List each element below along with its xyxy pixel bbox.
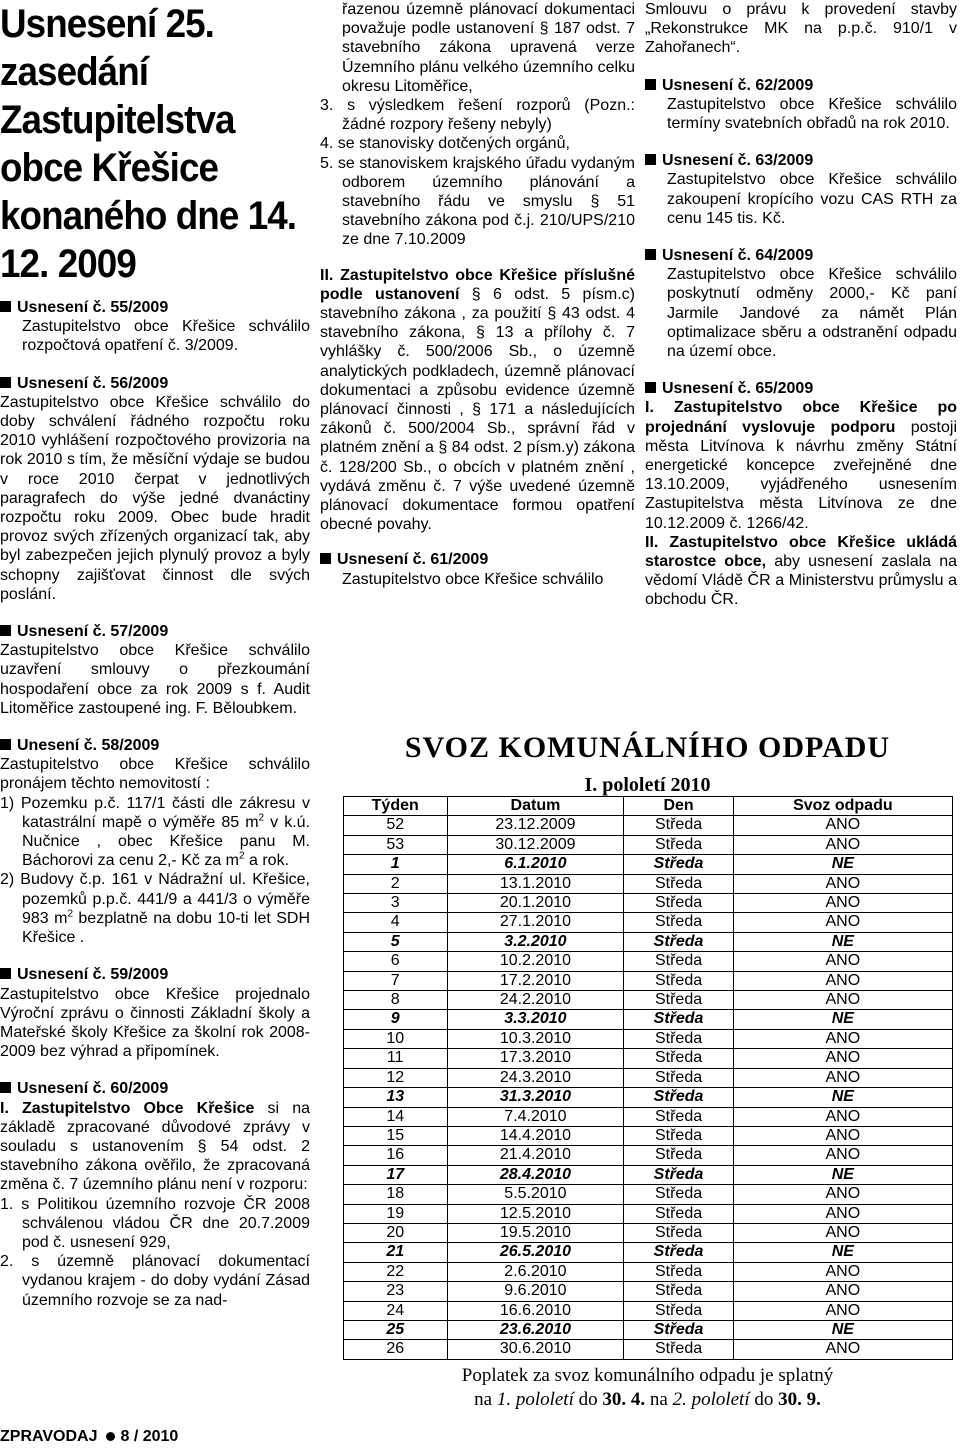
resolution-61 [320, 550, 635, 588]
table-cell: 27.1.2010 [447, 913, 623, 932]
bullet-square-icon [0, 625, 11, 636]
table-cell: 17.3.2010 [447, 1049, 623, 1068]
table-cell: 9 [343, 1010, 447, 1029]
table-cell: ANO [734, 1204, 952, 1223]
resolution-text: Zastupitelstvo obce Křešice schválilo do doby schválení řádného rozpočtu roku 2010 vyhlášení rozpočtového provizoria na rok 2010 s tím, že měsíční výdaje se budou v roce 2010 čerpat v jednotlivých paragrafech do výše jedné dvanáctiny rozpočtu roku 2009. Obec bude hradit provoz svých zřízených organizací tak, aby byl zabezpečen jejich plynulý provoz a byly schopny zajišťovat činnost dle svých poslání. [0, 393, 310, 603]
table-cell: Středa [623, 932, 733, 951]
resolution-text: Zastupitelstvo obce Křešice schválilo uzavření smlouvy o přezkoumání hospodaření obce za rok 2009 s f. Audit Litoměřice zastoupené ing. F. Běloubkem. [0, 642, 310, 717]
table-cell: 3.3.2010 [447, 1010, 623, 1029]
table-row [343, 855, 952, 874]
table-row [343, 835, 952, 854]
table-cell: NE [734, 855, 952, 874]
table-cell: NE [734, 1320, 952, 1339]
table-cell: 5 [343, 932, 447, 951]
table-cell: 23 [343, 1282, 447, 1301]
table-cell: 10.3.2010 [447, 1029, 623, 1048]
resolution-heading: Unesení č. 58/2009 [17, 737, 160, 755]
bullet-square-icon [645, 154, 656, 165]
table-cell: 28.4.2010 [447, 1165, 623, 1184]
table-cell: 10.2.2010 [447, 952, 623, 971]
table-cell: Středa [623, 1204, 733, 1223]
table-cell: Středa [623, 913, 733, 932]
table-row [343, 913, 952, 932]
waste-schedule-title: SVOZ KOMUNÁLNÍHO ODPADU [404, 731, 891, 764]
table-cell: ANO [734, 1262, 952, 1281]
table-cell: 26.5.2010 [447, 1243, 623, 1262]
fee-note: Poplatek za svoz komunálního odpadu je splatný na 1. pololetí do 30. 4. na 2. pololetí do 30. 9. [461, 1364, 834, 1410]
table-row [343, 1165, 952, 1184]
table-cell: Středa [623, 874, 733, 893]
table-cell: Středa [623, 1088, 733, 1107]
table-cell: NE [734, 1243, 952, 1262]
table-cell: 24.2.2010 [447, 991, 623, 1010]
table-cell: 53 [343, 835, 447, 854]
table-cell: ANO [734, 1126, 952, 1145]
table-row [343, 1107, 952, 1126]
table-cell: Středa [623, 855, 733, 874]
resolution-text: Zastupitelstvo obce Křešice schválilo pronájem těchto nemovitostí : [0, 756, 310, 793]
table-cell: Středa [623, 1262, 733, 1281]
resolution-58 [0, 736, 310, 947]
table-cell: ANO [734, 971, 952, 990]
bullet-square-icon [0, 377, 11, 388]
table-cell: 24 [343, 1301, 447, 1320]
continued-text: řazenou územně plánovací dokumentaci považuje podle ustanovení § 187 odst. 7 stavebního zákona upravená verze Územního plánu velkého územního celku okresu Litoměřice, [342, 1, 635, 95]
waste-schedule-subtitle: I. pololetí 2010 [584, 774, 711, 796]
column-middle [320, 0, 635, 607]
table-cell: 7 [343, 971, 447, 990]
list-item: 1. s Politikou územního rozvoje ČR 2008 schválenou vládou ČR dne 20.7.2009 pod č. usnesení 929, [0, 1195, 310, 1251]
table-cell: 12 [343, 1068, 447, 1087]
table-row [343, 1146, 952, 1165]
table-cell: 13.1.2010 [447, 874, 623, 893]
table-row [343, 1223, 952, 1242]
table-cell: NE [734, 932, 952, 951]
resolution-heading: Usnesení č. 62/2009 [662, 76, 814, 94]
resolution-heading: Usnesení č. 55/2009 [17, 299, 169, 316]
table-cell: 14 [343, 1107, 447, 1126]
table-cell: 24.3.2010 [447, 1068, 623, 1087]
table-row [343, 894, 952, 913]
table-cell: NE [734, 1010, 952, 1029]
table-cell: ANO [734, 835, 952, 854]
table-cell: 12.5.2010 [447, 1204, 623, 1223]
table-row [343, 1126, 952, 1145]
resolution-heading: Usnesení č. 56/2009 [17, 374, 169, 392]
table-cell: 21 [343, 1243, 447, 1262]
table-cell: 30.12.2009 [447, 835, 623, 854]
resolution-text: II. Zastupitelstvo obce Křešice příslušné podle ustanovení § 6 odst. 5 písm.c) stavebního zákona , za použití § 43 odst. 4 stavebního zákona, § 13 a přílohy č. 7 vyhlášky č. 500/2006 Sb., o územně analytických podkladech, územně plánovací dokumentaci a způsobu evidence územně plánovací činnosti , § 171 a následujících zákonů č. 500/2004 Sb., správní řád v platném znění a § 84 odst. 2 písm.y) zákona č. 128/200 Sb., o obcích v platném znění , vydává změnu č. 7 výše uvedené územně plánovací dokumentace formou opatření obecné povahy. [320, 266, 635, 534]
table-cell: ANO [734, 952, 952, 971]
list-item: 3. s výsledkem řešení rozporů (Pozn.: žádné rozpory řešeny nebyly) [320, 97, 635, 134]
table-cell: 19 [343, 1204, 447, 1223]
table-cell: 31.3.2010 [447, 1088, 623, 1107]
table-row [343, 1282, 952, 1301]
table-row [343, 952, 952, 971]
table-cell: ANO [734, 1107, 952, 1126]
table-cell: 23.6.2010 [447, 1320, 623, 1339]
table-cell: 25 [343, 1320, 447, 1339]
table-cell: ANO [734, 816, 952, 835]
bullet-square-icon [645, 382, 656, 393]
table-cell: 17 [343, 1165, 447, 1184]
column-header: Týden [343, 797, 447, 816]
resolution-62 [645, 76, 957, 134]
resolution-heading: Usnesení č. 61/2009 [337, 551, 489, 569]
resolution-heading: Usnesení č. 59/2009 [17, 966, 169, 984]
waste-schedule-table [343, 796, 953, 1360]
bullet-square-icon [645, 249, 656, 260]
table-cell: ANO [734, 1223, 952, 1242]
table-cell: 6 [343, 952, 447, 971]
table-cell: 11 [343, 1049, 447, 1068]
footer-publication: ZPRAVODAJ [0, 1428, 98, 1445]
resolution-61-continued [645, 0, 957, 58]
table-cell: ANO [734, 913, 952, 932]
table-row [343, 1029, 952, 1048]
column-header: Den [623, 797, 733, 816]
list-item: 5. se stanoviskem krajského úřadu vydaným odborem územního plánování a stavebního řádu ve smyslu § 51 stavebního zákona pod č.j. 210/UPS/210 ze dne 7.10.2009 [320, 154, 635, 249]
resolution-text: Zastupitelstvo obce Křešice projednalo Výroční zprávu o činnosti Základní školy a Mateřské školy Křešice za školní rok 2008-2009 bez výhrad a připomínek. [0, 985, 310, 1061]
table-cell: Středa [623, 816, 733, 835]
resolution-65 [645, 379, 957, 609]
table-cell: ANO [734, 991, 952, 1010]
column-right [645, 0, 957, 628]
table-row [343, 932, 952, 951]
table-cell: 16.6.2010 [447, 1301, 623, 1320]
table-row [343, 1262, 952, 1281]
table-row [343, 1088, 952, 1107]
resolution-text: Zastupitelstvo obce Křešice schválilo zakoupení kropícího vozu CAS RTH za cenu 145 tis. Kč. [667, 171, 957, 227]
table-cell: ANO [734, 1049, 952, 1068]
column-left [0, 0, 310, 1328]
resolution-59 [0, 965, 310, 1061]
column-header: Datum [447, 797, 623, 816]
table-cell: ANO [734, 1282, 952, 1301]
table-cell: Středa [623, 1049, 733, 1068]
table-cell: Středa [623, 1068, 733, 1087]
table-cell: 19.5.2010 [447, 1223, 623, 1242]
table-cell: Středa [623, 1243, 733, 1262]
table-cell: ANO [734, 1068, 952, 1087]
table-cell: 22 [343, 1262, 447, 1281]
list-item: 2. s územně plánovací dokumentací vydanou krajem - do doby vydání Zásad územního rozvoje se za nad- [0, 1253, 310, 1309]
table-cell: Středa [623, 952, 733, 971]
resolution-text: Zastupitelstvo obce Křešice schválilo rozpočtová opatření č. 3/2009. [22, 318, 310, 355]
table-cell: Středa [623, 894, 733, 913]
table-cell: Středa [623, 1146, 733, 1165]
table-row [343, 1204, 952, 1223]
table-row [343, 1185, 952, 1204]
bullet-square-icon [0, 301, 11, 312]
resolution-text: Zastupitelstvo obce Křešice schválilo poskytnutí odměny 2000,- Kč paní Jarmile Jandové za námět Plán optimalizace sběru a odstranění odpadu na území obce. [667, 266, 957, 361]
table-cell: 7.4.2010 [447, 1107, 623, 1126]
table-row [343, 1010, 952, 1029]
table-cell: Středa [623, 1282, 733, 1301]
bullet-square-icon [0, 968, 11, 979]
table-cell: ANO [734, 1340, 952, 1359]
resolution-heading: Usnesení č. 64/2009 [662, 247, 814, 265]
table-cell: 1 [343, 855, 447, 874]
table-cell: 20 [343, 1223, 447, 1242]
table-cell: 16 [343, 1146, 447, 1165]
table-cell: 8 [343, 991, 447, 1010]
table-row [343, 874, 952, 893]
resolution-text: Zastupitelstvo obce Křešice schválilo [342, 570, 604, 588]
list-item: 4. se stanovisky dotčených orgánů, [320, 135, 570, 153]
table-cell: Středa [623, 991, 733, 1010]
table-cell: Středa [623, 1126, 733, 1145]
bullet-dot-icon [106, 1432, 115, 1441]
table-cell: 9.6.2010 [447, 1282, 623, 1301]
table-cell: 18 [343, 1185, 447, 1204]
resolution-text: I. Zastupitelstvo obce Křešice po projednání vyslovuje podporu postoji města Litvínova k návrhu změny Státní energetické koncepce zveřejněné dne 13.10.2009, vyjádřeného usnesením Zastupitelstva města Litvínova ze dne 10.12.2009 č. 1266/42. [645, 399, 957, 532]
waste-collection-box [340, 730, 955, 1412]
table-cell: 20.1.2010 [447, 894, 623, 913]
table-cell: Středa [623, 1029, 733, 1048]
resolution-heading: Usnesení č. 60/2009 [17, 1080, 169, 1098]
resolution-text: Zastupitelstvo obce Křešice schválilo termíny svatebních obřadů na rok 2010. [667, 95, 957, 133]
table-cell: ANO [734, 1301, 952, 1320]
bullet-square-icon [645, 79, 656, 90]
page-footer [0, 1428, 178, 1446]
table-cell: 5.5.2010 [447, 1185, 623, 1204]
column-header: Svoz odpadu [734, 797, 952, 816]
continued-text: Smlouvu o právu k provedení stavby „Rekonstrukce MK na p.p.č. 910/1 v Zahořanech“. [645, 1, 957, 57]
table-cell: 2.6.2010 [447, 1262, 623, 1281]
bullet-square-icon [320, 553, 331, 564]
table-row [343, 1320, 952, 1339]
resolution-64 [645, 246, 957, 361]
table-cell: Středa [623, 1223, 733, 1242]
table-cell: 3 [343, 894, 447, 913]
table-cell: Středa [623, 971, 733, 990]
bullet-square-icon [0, 1082, 11, 1093]
footer-issue: 8 / 2010 [120, 1428, 179, 1445]
table-row [343, 971, 952, 990]
table-cell: Středa [623, 1185, 733, 1204]
table-cell: 26 [343, 1340, 447, 1359]
resolution-heading: Usnesení č. 65/2009 [662, 380, 814, 398]
resolution-heading: Usnesení č. 63/2009 [662, 152, 814, 170]
table-cell: 23.12.2009 [447, 816, 623, 835]
resolution-63 [645, 151, 957, 228]
table-row [343, 1049, 952, 1068]
table-cell: 17.2.2010 [447, 971, 623, 990]
table-row [343, 1340, 952, 1359]
table-cell: ANO [734, 894, 952, 913]
table-body [343, 816, 952, 1359]
table-cell: Středa [623, 1340, 733, 1359]
table-cell: 10 [343, 1029, 447, 1048]
table-cell: NE [734, 1088, 952, 1107]
resolution-text: II. Zastupitelstvo obce Křešice ukládá starostce obce, aby usnesení zaslala na vědomí Vládě ČR a Ministerstvu průmyslu a obchodu ČR. [645, 533, 957, 609]
table-cell: 6.1.2010 [447, 855, 623, 874]
list-item: 1) Pozemku p.č. 117/1 části dle zákresu v katastrální mapě o výměře 85 $m^2$ v k.ú. Nučnice , obec Křešice panu M. Báchorovi za cenu 2,- Kč za $m^2$ a rok. [0, 794, 310, 870]
table-row [343, 1301, 952, 1320]
table-cell: 15 [343, 1126, 447, 1145]
table-cell: 3.2.2010 [447, 932, 623, 951]
table-cell: Středa [623, 1301, 733, 1320]
list-item: 2) Budovy č.p. 161 v Nádražní ul. Křešice, pozemků p.p.č. 441/9 a 441/3 o výměře 983 $m^2$ bezplatně na dobu 10-ti let SDH Křešice . [0, 871, 311, 947]
table-cell: Středa [623, 1010, 733, 1029]
table-cell: ANO [734, 1029, 952, 1048]
resolution-56 [0, 374, 310, 604]
table-cell: NE [734, 1165, 952, 1184]
table-cell: ANO [734, 1185, 952, 1204]
table-cell: 14.4.2010 [447, 1126, 623, 1145]
table-cell: ANO [734, 1146, 952, 1165]
table-cell: 13 [343, 1088, 447, 1107]
resolution-57 [0, 622, 310, 718]
table-cell: 52 [343, 816, 447, 835]
table-cell: 2 [343, 874, 447, 893]
table-cell: Středa [623, 1320, 733, 1339]
table-header-row [343, 797, 952, 816]
table-row [343, 816, 952, 835]
table-row [343, 1243, 952, 1262]
page-title: Usnesení 25. zasedání Zastupitelstva obce Křešice konaného dne 14. 12. 2009 [0, 2, 297, 286]
table-row [343, 991, 952, 1010]
resolution-text: I. Zastupitelstvo Obce Křešice si na základě zpracované důvodové zprávy v souladu s ustanovením § 54 odst. 2 stavebního zákona ověřilo, že zpracovaná změna č. 7 územního plánu není v rozporu: [0, 1099, 310, 1194]
resolution-heading: Usnesení č. 57/2009 [17, 623, 169, 641]
bullet-square-icon [0, 739, 11, 750]
table-cell: 21.4.2010 [447, 1146, 623, 1165]
table-cell: 30.6.2010 [447, 1340, 623, 1359]
table-cell: ANO [734, 874, 952, 893]
table-cell: Středa [623, 1165, 733, 1184]
table-cell: Středa [623, 1107, 733, 1126]
table-row [343, 1068, 952, 1087]
resolution-55 [0, 298, 310, 356]
table-cell: Středa [623, 835, 733, 854]
table-cell: 4 [343, 913, 447, 932]
resolution-60 [0, 1079, 310, 1309]
